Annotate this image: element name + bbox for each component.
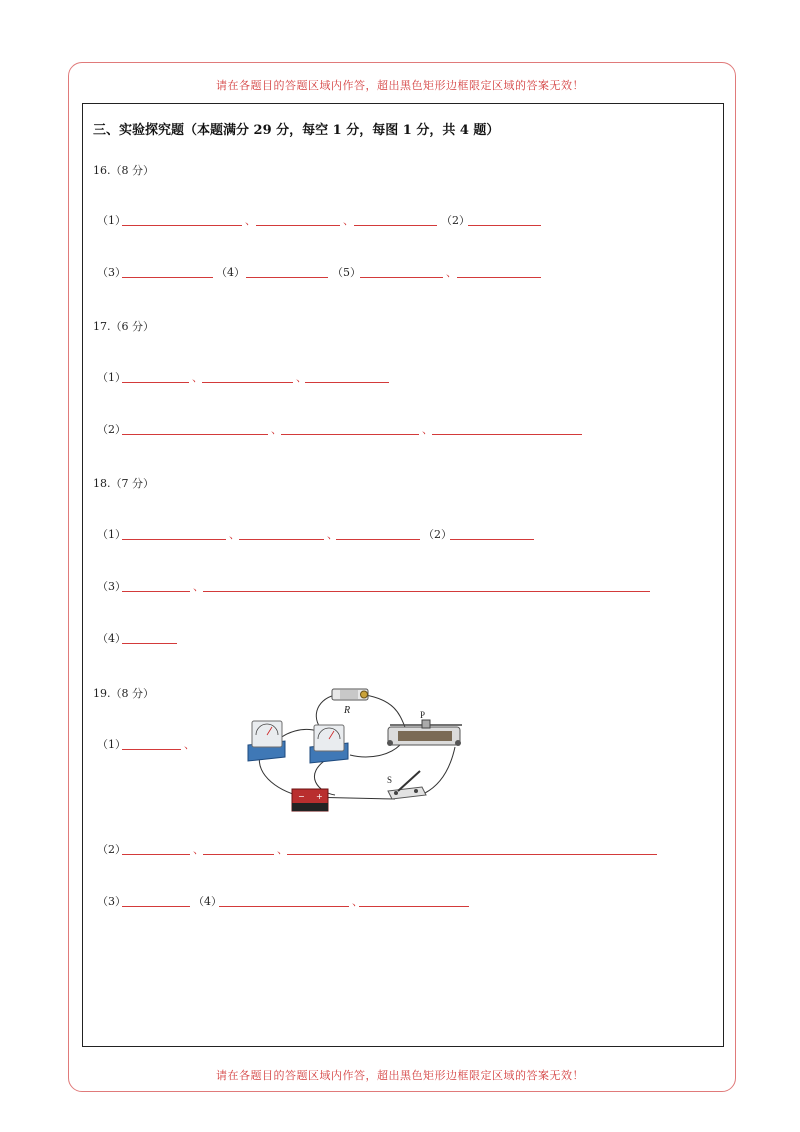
answer-blank[interactable] bbox=[203, 580, 650, 592]
separator: 、 bbox=[229, 528, 240, 541]
part-1-marker: （1） bbox=[97, 738, 126, 751]
section-title: 三、实验探究题（本题满分 29 分，每空 1 分，每图 1 分，共 4 题） bbox=[93, 123, 500, 138]
answer-blank[interactable] bbox=[203, 843, 274, 855]
answer-blank[interactable] bbox=[122, 843, 190, 855]
separator: 、 bbox=[422, 423, 433, 436]
answer-blank[interactable] bbox=[354, 214, 437, 226]
answer-blank[interactable] bbox=[122, 528, 226, 540]
part-2-marker: （2） bbox=[97, 843, 126, 856]
part-2-marker: （2） bbox=[441, 214, 470, 227]
part-2-marker: （2） bbox=[423, 528, 452, 541]
answer-blank[interactable] bbox=[468, 214, 541, 226]
label-p: P bbox=[420, 710, 426, 720]
answer-blank[interactable] bbox=[122, 738, 181, 750]
answer-blank[interactable] bbox=[281, 423, 419, 435]
part-1-marker: （1） bbox=[97, 528, 126, 541]
resistor-icon bbox=[332, 689, 368, 700]
answer-blank[interactable] bbox=[287, 843, 657, 855]
part-5-marker: （5） bbox=[332, 266, 361, 279]
answer-blank[interactable] bbox=[202, 371, 293, 383]
part-3-marker: （3） bbox=[97, 266, 126, 279]
separator: 、 bbox=[296, 371, 307, 384]
part-4-marker: （4） bbox=[193, 895, 222, 908]
battery-minus: − bbox=[298, 792, 305, 801]
answer-blank[interactable] bbox=[122, 214, 242, 226]
question-16-label: 16.（8 分） bbox=[93, 164, 154, 177]
separator: 、 bbox=[193, 843, 204, 856]
battery-plus: + bbox=[316, 792, 323, 801]
separator: 、 bbox=[184, 738, 195, 751]
separator: 、 bbox=[327, 528, 338, 541]
label-s: S bbox=[387, 775, 393, 785]
part-3-marker: （3） bbox=[97, 895, 126, 908]
separator: 、 bbox=[271, 423, 282, 436]
part-1-marker: （1） bbox=[97, 214, 126, 227]
part-4-marker: （4） bbox=[216, 266, 245, 279]
answer-blank[interactable] bbox=[122, 895, 190, 907]
answer-blank[interactable] bbox=[239, 528, 324, 540]
question-19-label: 19.（8 分） bbox=[93, 687, 154, 700]
separator: 、 bbox=[277, 843, 288, 856]
part-4-marker: （4） bbox=[97, 632, 126, 645]
answer-blank[interactable] bbox=[256, 214, 340, 226]
separator: 、 bbox=[245, 214, 256, 227]
answer-blank[interactable] bbox=[122, 266, 213, 278]
notice-bottom: 请在各题目的答题区域内作答，超出黑色矩形边框限定区域的答案无效！ bbox=[216, 1069, 584, 1082]
circuit-figure bbox=[240, 675, 480, 820]
answer-blank[interactable] bbox=[122, 423, 268, 435]
notice-top: 请在各题目的答题区域内作答，超出黑色矩形边框限定区域的答案无效！ bbox=[216, 79, 584, 92]
part-3-marker: （3） bbox=[97, 580, 126, 593]
answer-blank[interactable] bbox=[305, 371, 389, 383]
answer-blank[interactable] bbox=[336, 528, 420, 540]
answer-blank[interactable] bbox=[450, 528, 534, 540]
voltmeter-icon bbox=[248, 721, 285, 761]
answer-blank[interactable] bbox=[432, 423, 582, 435]
ammeter-icon bbox=[310, 725, 348, 763]
answer-blank[interactable] bbox=[359, 895, 469, 907]
answer-blank[interactable] bbox=[219, 895, 349, 907]
answer-blank[interactable] bbox=[246, 266, 328, 278]
separator: 、 bbox=[343, 214, 354, 227]
question-18-label: 18.（7 分） bbox=[93, 477, 154, 490]
part-2-marker: （2） bbox=[97, 423, 126, 436]
separator: 、 bbox=[193, 580, 204, 593]
answer-blank[interactable] bbox=[122, 580, 190, 592]
separator: 、 bbox=[192, 371, 203, 384]
battery-icon bbox=[292, 789, 328, 811]
label-r: R bbox=[344, 705, 351, 716]
separator: 、 bbox=[446, 266, 457, 279]
switch-icon bbox=[388, 771, 426, 799]
answer-blank[interactable] bbox=[360, 266, 443, 278]
answer-blank[interactable] bbox=[122, 632, 177, 644]
answer-blank[interactable] bbox=[457, 266, 541, 278]
separator: 、 bbox=[352, 895, 363, 908]
part-1-marker: （1） bbox=[97, 371, 126, 384]
answer-blank[interactable] bbox=[122, 371, 189, 383]
rheostat-icon bbox=[387, 720, 462, 746]
question-17-label: 17.（6 分） bbox=[93, 320, 154, 333]
